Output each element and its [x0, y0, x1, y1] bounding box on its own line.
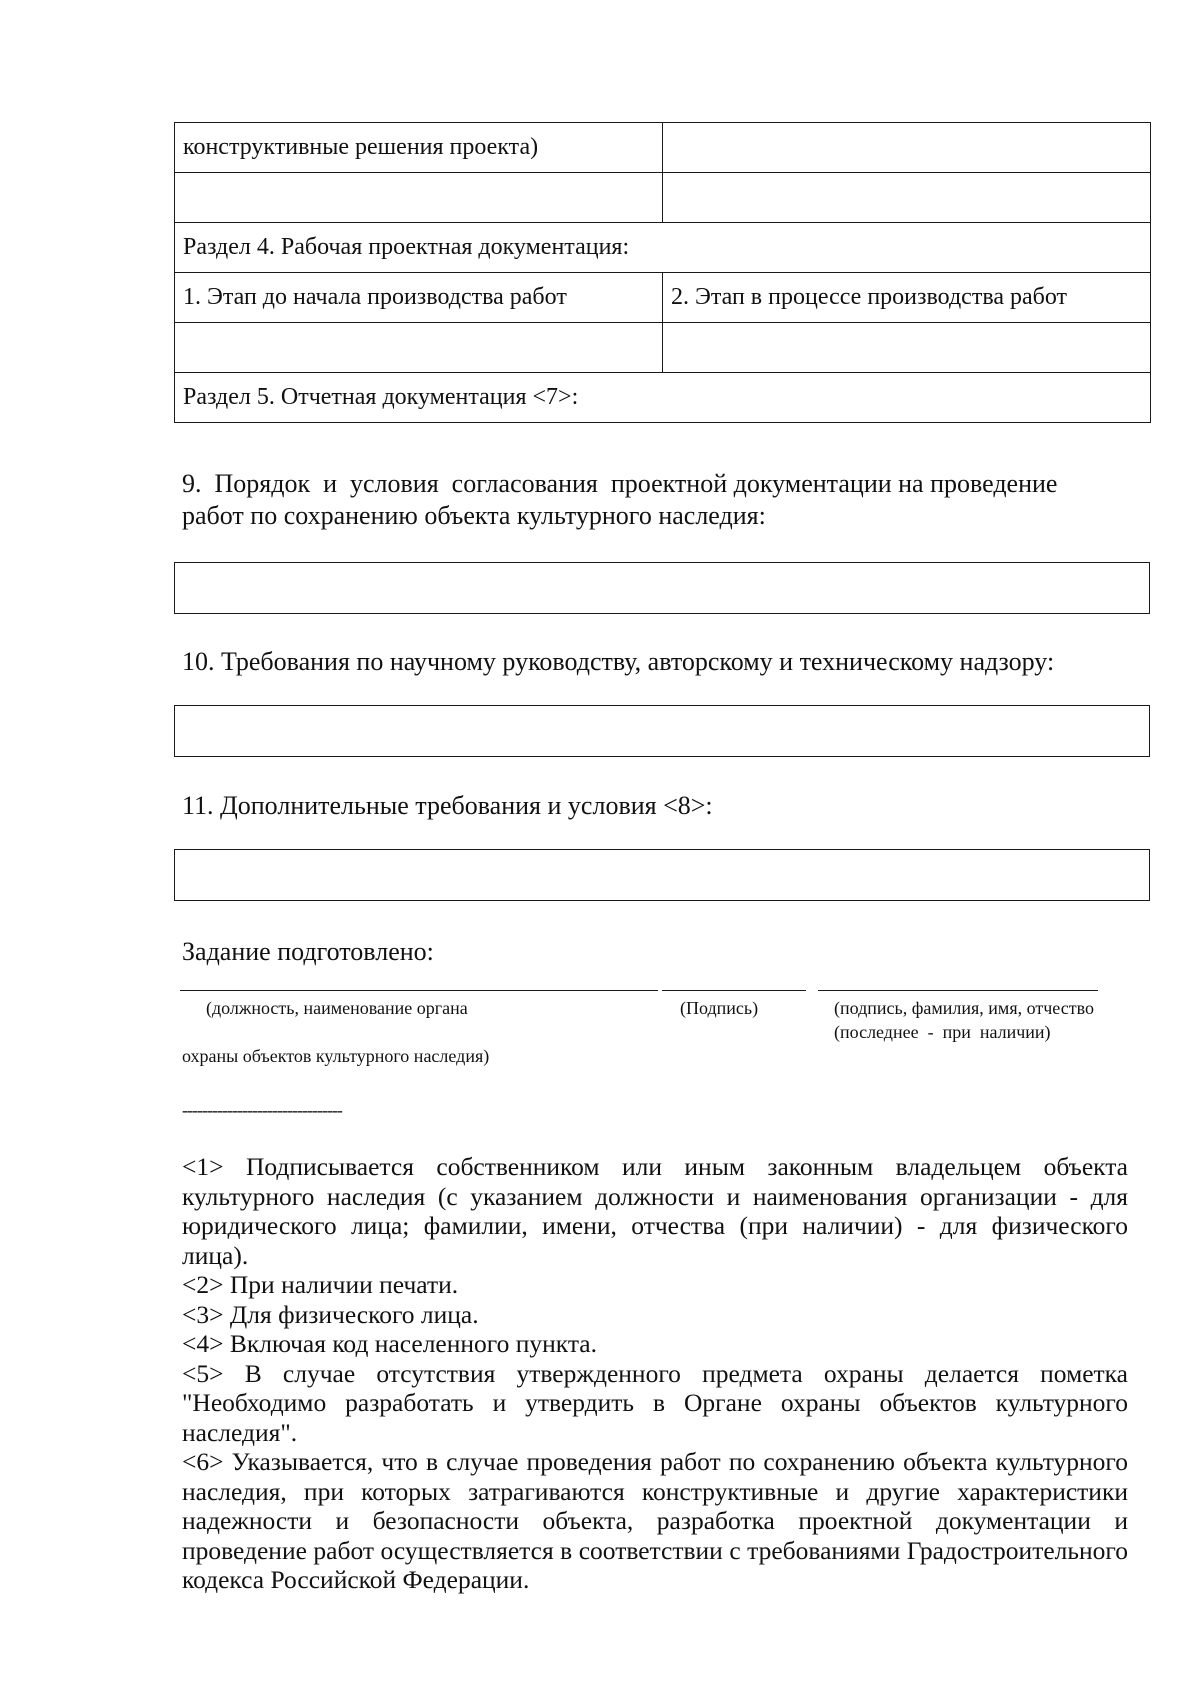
table-row: [175, 173, 1151, 223]
footnotes: [182, 1152, 1128, 1595]
item-11-text: 11. Дополнительные требования и условия <8>:: [182, 791, 713, 820]
table-row: [175, 223, 1151, 273]
table-cell: [175, 173, 663, 223]
footnote-3: <3> Для физического лица.: [182, 1299, 479, 1329]
table-row: [175, 323, 1151, 373]
prepared-label: Задание подготовлено:: [182, 937, 434, 966]
name-caption-2: (последнее - при наличии): [834, 1022, 1051, 1042]
stage-before-work: 1. Этап до начала производства работ: [175, 273, 663, 323]
footnote-5: <5> В случае отсутствия утвержденного предмета охраны делается пометка "Необходимо разработать и утвердить в Органе охраны объектов культурного наследия".: [182, 1358, 1128, 1447]
table-cell: [663, 323, 1151, 373]
table-row: [175, 373, 1151, 423]
table-cell: [663, 123, 1151, 173]
position-signature-line: [180, 990, 658, 991]
section-5-heading: Раздел 5. Отчетная документация <7>:: [175, 373, 1151, 423]
item-9-text: [182, 468, 1142, 532]
section-4-heading: Раздел 4. Рабочая проектная документация:: [175, 223, 1151, 273]
signature-caption: (Подпись): [680, 998, 759, 1018]
position-caption: (должность, наименование органа: [206, 998, 468, 1018]
signature-line: [662, 990, 806, 991]
name-signature-line: [818, 990, 1098, 991]
table-row: [175, 123, 1151, 173]
table-row: [175, 273, 1151, 323]
project-documentation-table: [174, 122, 1151, 423]
item-9-field[interactable]: [174, 562, 1150, 614]
footnote-1: <1> Подписывается собственником или иным законным владельцем объекта культурного наследия (с указанием должности и наименования организации - для юридического лица; фамилии, имени, отчества (при наличии) - для физического лица).: [182, 1152, 1128, 1270]
footnote-separator: --------------------------------: [182, 1100, 342, 1120]
footnote-2: <2> При наличии печати.: [182, 1270, 459, 1299]
table-cell: [175, 323, 663, 373]
table-cell: [663, 173, 1151, 223]
name-caption-1: (подпись, фамилия, имя, отчество: [834, 998, 1094, 1018]
footnote-4: <4> Включая код населенного пункта.: [182, 1329, 597, 1358]
table-cell: конструктивные решения проекта): [175, 123, 663, 173]
item-9-line-1: 9. Порядок и условия согласования проектной документации на проведение: [182, 469, 1058, 498]
item-10-field[interactable]: [174, 705, 1150, 757]
stage-during-work: 2. Этап в процессе производства работ: [663, 273, 1151, 323]
item-11-field[interactable]: [174, 849, 1150, 901]
item-9-line-2: работ по сохранению объекта культурного наследия:: [182, 501, 766, 530]
footnote-6: <6> Указывается, что в случае проведения работ по сохранению объекта культурного наследия, при которых затрагиваются конструктивные и другие характеристики надежности и безопасности объекта, разработка проектной документации и проведение работ осуществляется в соответствии с требованиями Градостроительного кодекса Российской Федерации.: [182, 1447, 1128, 1594]
item-10-text: 10. Требования по научному руководству, авторскому и техническому надзору:: [182, 647, 1055, 676]
position-caption-2: охраны объектов культурного наследия): [182, 1046, 490, 1066]
